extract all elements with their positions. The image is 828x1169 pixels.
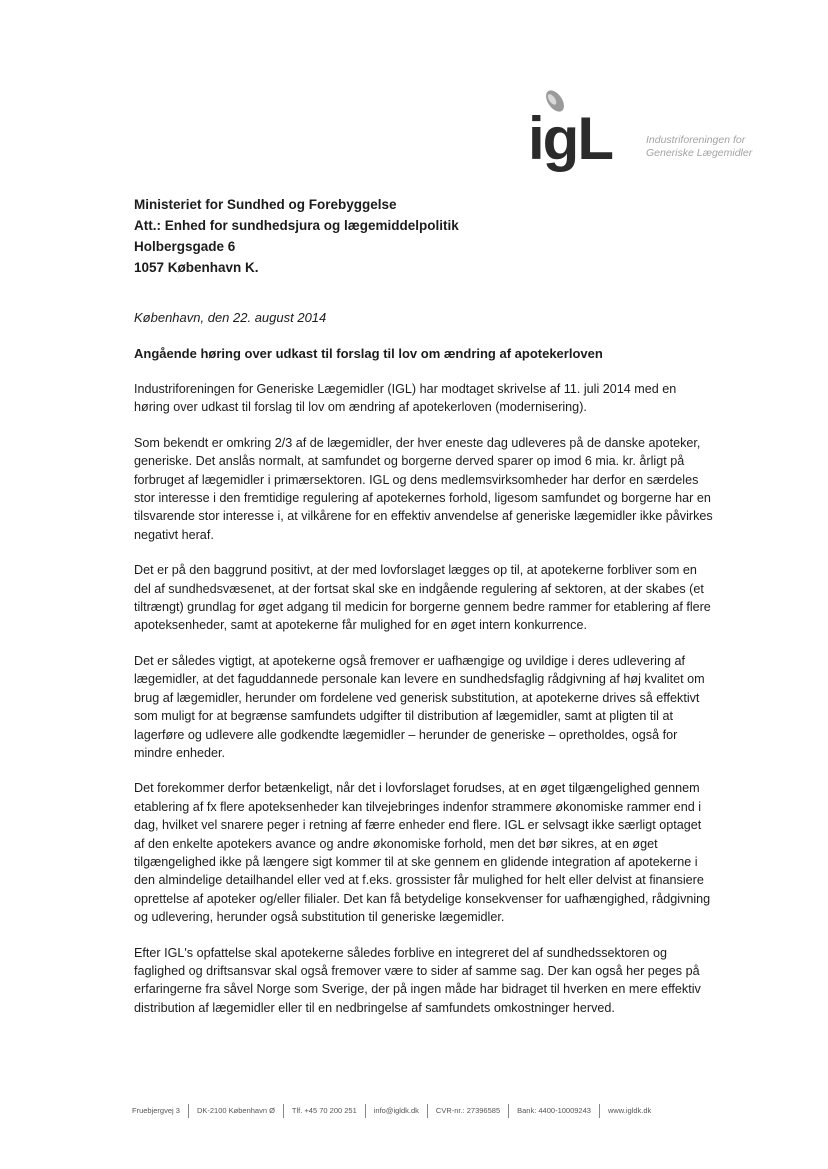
logo-wordmark: igL bbox=[528, 105, 612, 172]
address-line: Ministeriet for Sundhed og Forebyggelse bbox=[134, 197, 397, 212]
igl-logo bbox=[528, 86, 768, 176]
footer-city: DK-2100 København Ø bbox=[188, 1104, 283, 1118]
logo-tagline-line1: Industriforeningen for bbox=[646, 134, 746, 146]
dateline: København, den 22. august 2014 bbox=[134, 310, 327, 325]
body-paragraph: Det er således vigtigt, at apotekerne også fremover er uafhængige og uvildige i deres udlevering af lægemidler, at det faguddannede personale kan levere en sundhedsfaglig rådgivning af høj kvalitet om brug af lægemidler, herunder om fordelene ved generisk substitution, at apotekerne drives så effektivt som muligt for at begrænse samfundets udgifter til distribution af lægemidler, samt at pligten til at lagerføre og udlevere alle godkendte lægemidler – herunder de generiske – opretholdes, også for mindre enheder. bbox=[134, 653, 705, 760]
footer-phone: Tlf. +45 70 200 251 bbox=[283, 1104, 365, 1118]
footer-street: Fruebjergvej 3 bbox=[132, 1106, 180, 1115]
logo-tagline-line2: Generiske Lægemidler bbox=[646, 147, 753, 159]
address-line: 1057 København K. bbox=[134, 260, 259, 275]
footer-web: www.igldk.dk bbox=[599, 1104, 659, 1118]
footer-email: info@igldk.dk bbox=[365, 1104, 427, 1118]
subject-heading: Angående høring over udkast til forslag til lov om ændring af apotekerloven bbox=[134, 346, 603, 361]
address-line: Att.: Enhed for sundhedsjura og lægemiddelpolitik bbox=[134, 218, 459, 233]
letterhead-footer bbox=[132, 1104, 702, 1118]
footer-bank: Bank: 4400-10009243 bbox=[508, 1104, 599, 1118]
recipient-address bbox=[134, 194, 459, 278]
body-paragraph: Det forekommer derfor betænkeligt, når det i lovforslaget forudses, at en øget tilgængelighed gennem etablering af fx flere apoteksenheder kan tilvejebringes indenfor strammere økonomiske rammer end i dag, hvilket vel snarere peger i retning af færre enheder end flere. IGL er selvsagt ikke særligt optaget af den enkelte apotekers avance og andre økonomiske forhold, men det bør sikres, at en øget tilgængelighed ikke på længere sigt kommer til at ske gennem en glidende integration af apotekerne i den almindelige detailhandel eller ved at f.eks. grossister får mulighed for helt eller delvist at finansiere oprettelse af apoteker og/eller filialer. Det kan få betydelige konsekvenser for uafhængighed, rådgivning og udlevering, herunder også substitution til generiske lægemidler. bbox=[134, 781, 711, 925]
letter-body bbox=[134, 380, 714, 1034]
body-paragraph: Industriforeningen for Generiske Lægemidler (IGL) har modtaget skrivelse af 11. juli 2014 med en høring over udkast til forslag til lov om ændring af apotekerloven (modernisering). bbox=[134, 382, 677, 415]
body-paragraph: Som bekendt er omkring 2/3 af de lægemidler, der hver eneste dag udleveres på de danske apoteker, generiske. Det anslås normalt, at samfundet og borgerne derved sparer op imod 6 mia. kr. årligt på forbruget af lægemidler i primærsektoren. IGL og dens medlemsvirksomheder har derfor en særdeles stor interesse i den fremtidige regulering af apotekernes forhold, ligesom samfundet og borgerne har en tilsvarende stor interesse i, at vilkårene for en effektiv anvendelse af generiske lægemidler ikke påvirkes negativt heraf. bbox=[134, 435, 713, 542]
body-paragraph: Efter IGL's opfattelse skal apotekerne således forblive en integreret del af sundhedssektoren og faglighed og driftsansvar skal også fremover være to sider af samme sag. Der kan også her peges på erfaringerne fra såvel Norge som Sverige, der på ingen måde har bidraget til hverken en mere effektiv distribution af lægemidler eller til en nedbringelse af samfundets omkostninger herved. bbox=[134, 945, 701, 1015]
body-paragraph: Det er på den baggrund positivt, at der med lovforslaget lægges op til, at apotekerne forbliver som en del af sundhedsvæsenet, at der fortsat skal ske en indgående regulering af sektoren, at der skabes (et tiltrængt) grundlag for øget adgang til medicin for borgerne gennem bedre rammer for etablering af flere apoteksenheder, samt at apotekerne får mulighed for en øget intern konkurrence. bbox=[134, 563, 711, 633]
logo-tagline bbox=[646, 134, 752, 160]
footer-cvr: CVR-nr.: 27396585 bbox=[427, 1104, 508, 1118]
address-line: Holbergsgade 6 bbox=[134, 239, 236, 254]
